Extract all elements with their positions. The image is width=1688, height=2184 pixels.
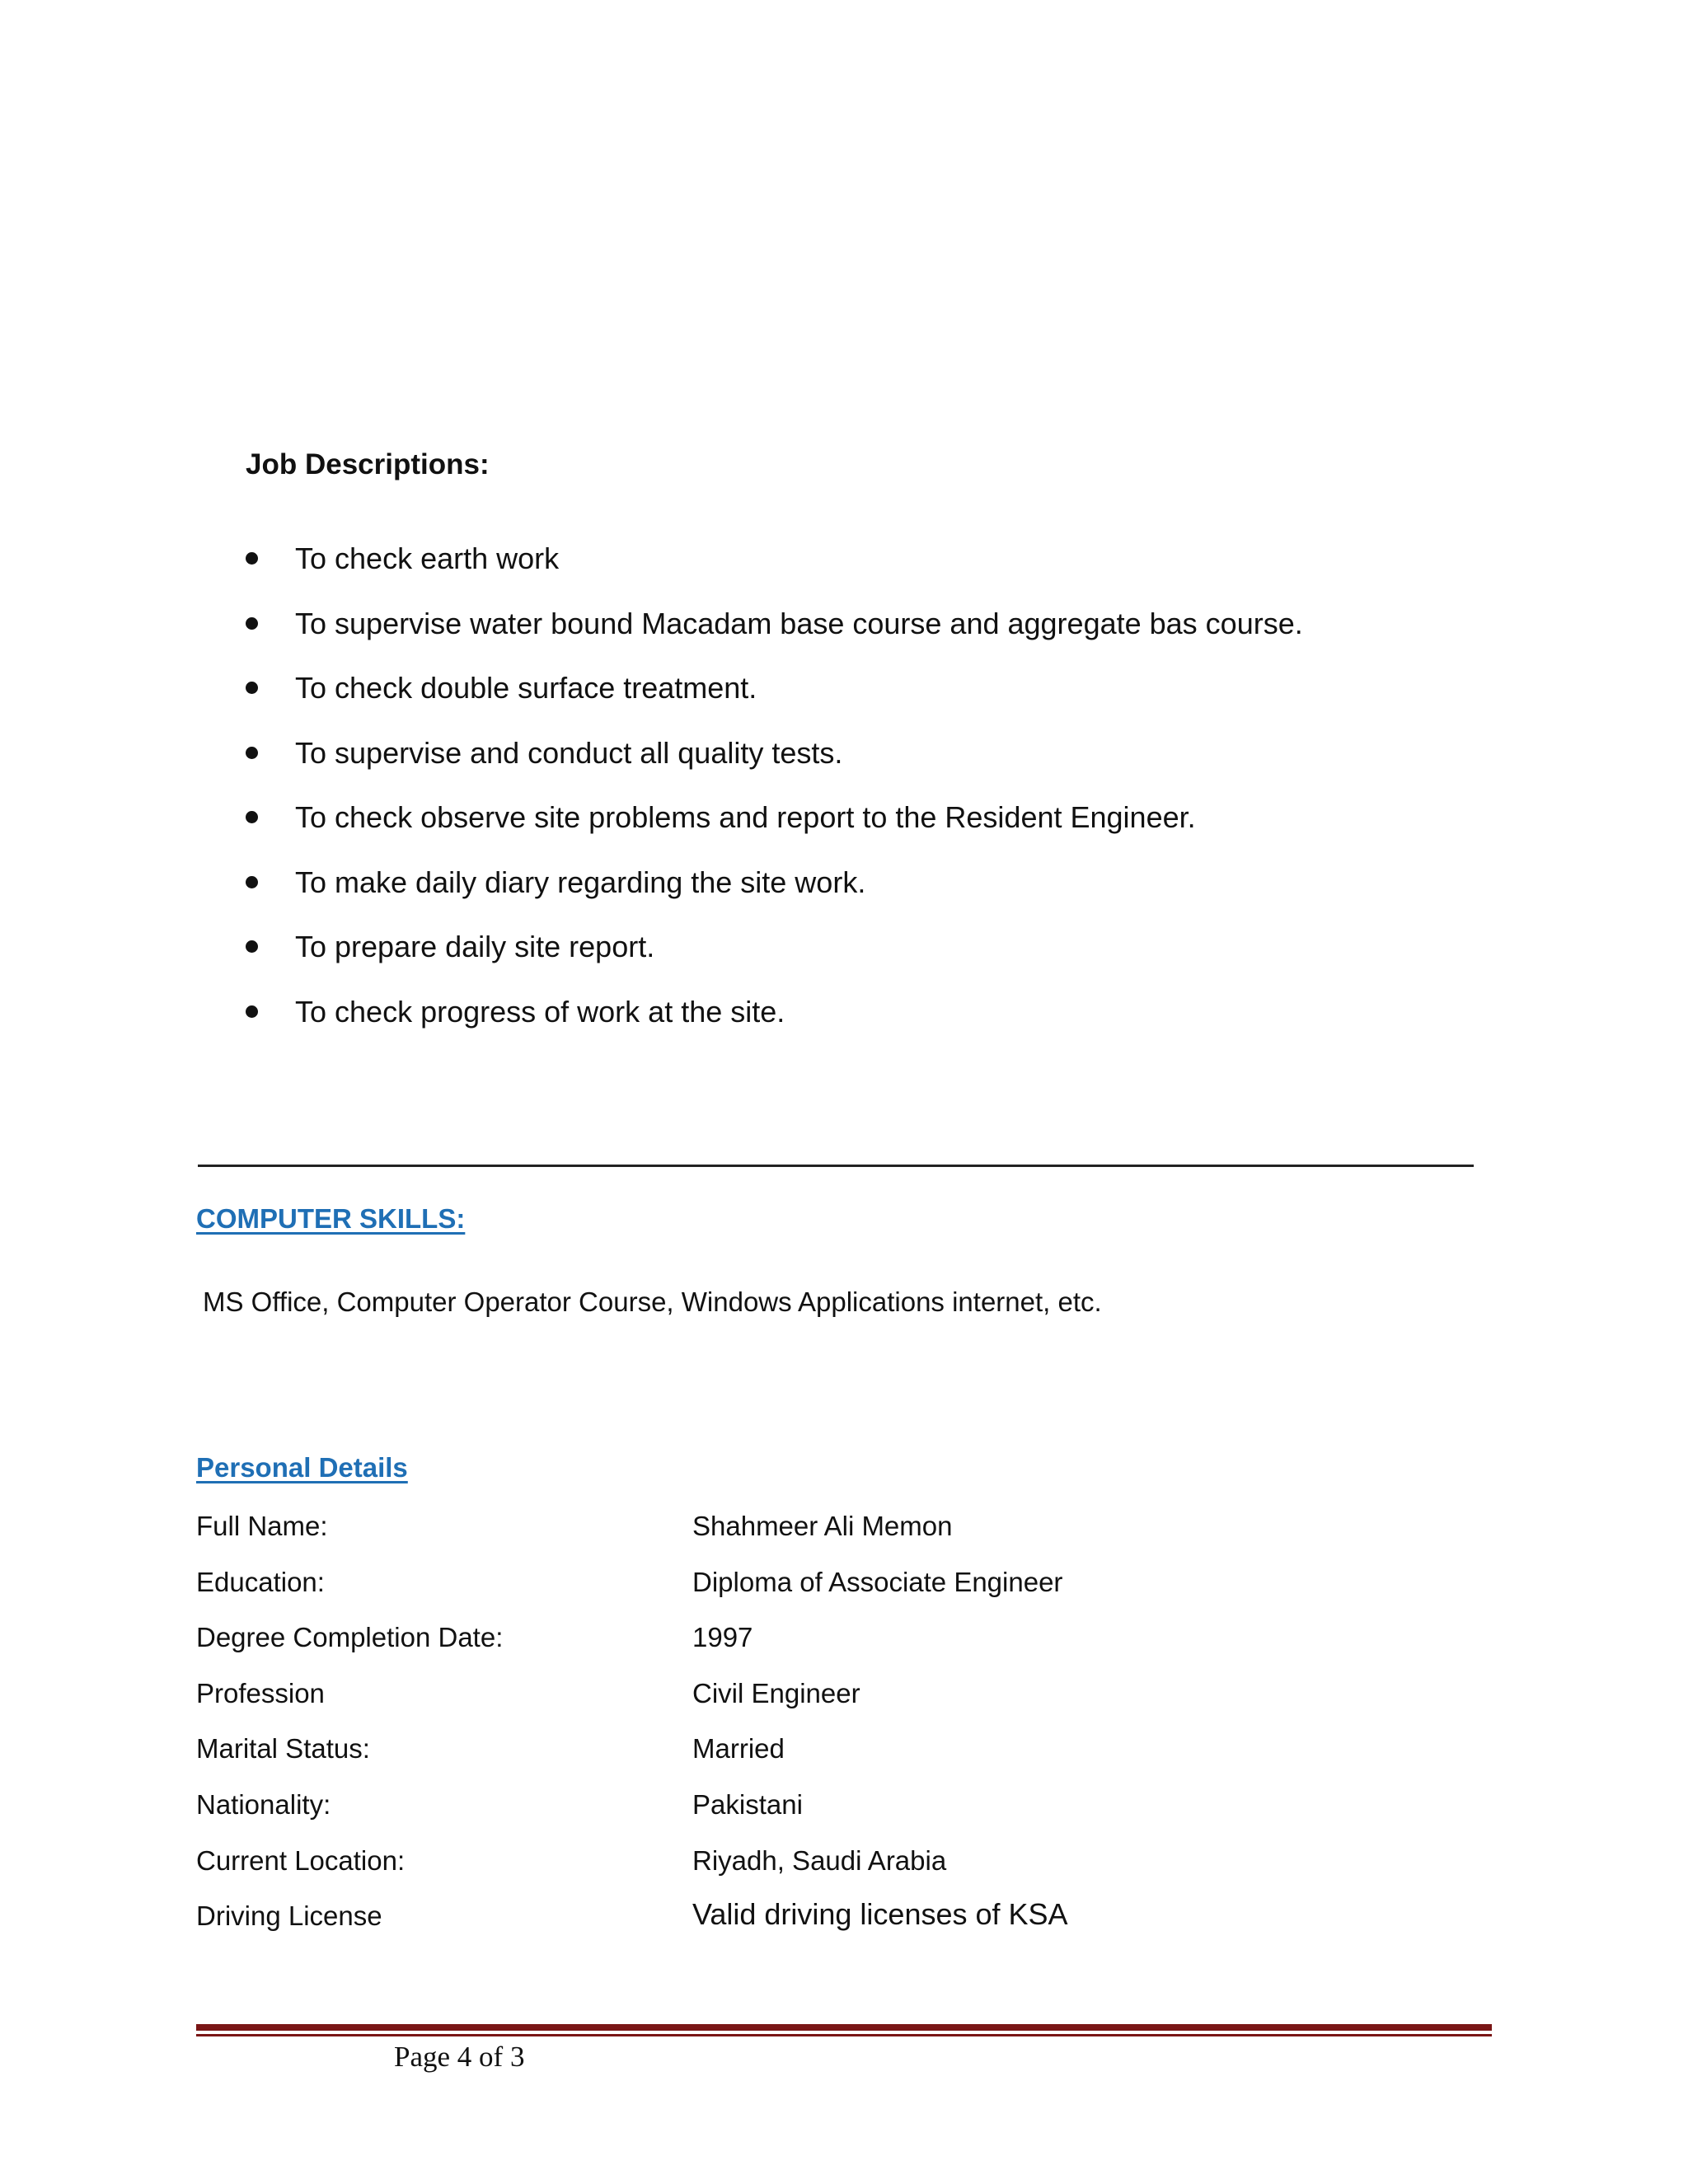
detail-label: Education: bbox=[196, 1566, 325, 1597]
list-item-text: To prepare daily site report. bbox=[295, 930, 655, 963]
personal-details-table bbox=[196, 1506, 1432, 1952]
detail-label: Full Name: bbox=[196, 1511, 328, 1541]
bullet-icon bbox=[246, 876, 258, 888]
list-item-text: To make daily diary regarding the site work. bbox=[295, 865, 866, 899]
detail-label: Degree Completion Date: bbox=[196, 1622, 504, 1653]
detail-value: Civil Engineer bbox=[692, 1677, 860, 1708]
list-item bbox=[246, 989, 1303, 1054]
bullet-icon bbox=[246, 1005, 258, 1018]
detail-value: Shahmeer Ali Memon bbox=[692, 1511, 953, 1541]
list-item bbox=[246, 924, 1303, 989]
detail-row bbox=[196, 1617, 1432, 1673]
detail-value: Pakistani bbox=[692, 1788, 803, 1820]
detail-label: Nationality: bbox=[196, 1788, 331, 1820]
detail-row bbox=[196, 1784, 1432, 1840]
list-item-text: To check double surface treatment. bbox=[295, 671, 757, 705]
detail-label: Profession bbox=[196, 1677, 325, 1708]
computer-skills-heading: COMPUTER SKILLS: bbox=[196, 1203, 466, 1234]
computer-skills-text: MS Office, Computer Operator Course, Windows Applications internet, etc. bbox=[203, 1286, 1102, 1317]
detail-row bbox=[196, 1728, 1432, 1784]
detail-row bbox=[196, 1840, 1432, 1896]
list-item bbox=[246, 794, 1303, 860]
detail-value: Riyadh, Saudi Arabia bbox=[692, 1844, 947, 1876]
section-divider bbox=[198, 1165, 1474, 1167]
list-item bbox=[246, 601, 1303, 666]
list-item-text: To supervise and conduct all quality tests. bbox=[295, 735, 843, 770]
detail-value: Valid driving licenses of KSA bbox=[692, 1897, 1068, 1932]
bullet-icon bbox=[246, 682, 258, 694]
detail-row bbox=[196, 1896, 1432, 1952]
bullet-icon bbox=[246, 747, 258, 759]
detail-label: Driving License bbox=[196, 1900, 382, 1932]
bullet-icon bbox=[246, 552, 258, 565]
footer-rule-thick bbox=[196, 2024, 1492, 2031]
list-item-text: To check observe site problems and report to the Resident Engineer. bbox=[295, 800, 1196, 834]
bullet-icon bbox=[246, 940, 258, 953]
detail-label: Current Location: bbox=[196, 1844, 406, 1876]
job-descriptions-heading: Job Descriptions: bbox=[246, 448, 490, 480]
list-item bbox=[246, 860, 1303, 925]
bullet-icon bbox=[246, 811, 258, 823]
personal-details-heading: Personal Details bbox=[196, 1452, 408, 1483]
detail-value: 1997 bbox=[692, 1622, 753, 1653]
list-item-text: To supervise water bound Macadam base course and aggregate bas course. bbox=[295, 606, 1303, 640]
list-item bbox=[246, 536, 1303, 601]
detail-value: Diploma of Associate Engineer bbox=[692, 1566, 1063, 1597]
footer-rule-thin bbox=[196, 2034, 1492, 2036]
detail-label: Marital Status: bbox=[196, 1733, 370, 1765]
detail-row bbox=[196, 1673, 1432, 1729]
detail-row bbox=[196, 1562, 1432, 1618]
list-item bbox=[246, 665, 1303, 730]
detail-row bbox=[196, 1506, 1432, 1562]
bullet-icon bbox=[246, 617, 258, 630]
detail-value: Married bbox=[692, 1733, 785, 1765]
list-item-text: To check earth work bbox=[295, 541, 560, 575]
page-number: Page 4 of 3 bbox=[394, 2041, 525, 2073]
list-item bbox=[246, 730, 1303, 795]
job-descriptions-list bbox=[246, 536, 1303, 1053]
list-item-text: To check progress of work at the site. bbox=[295, 994, 785, 1029]
